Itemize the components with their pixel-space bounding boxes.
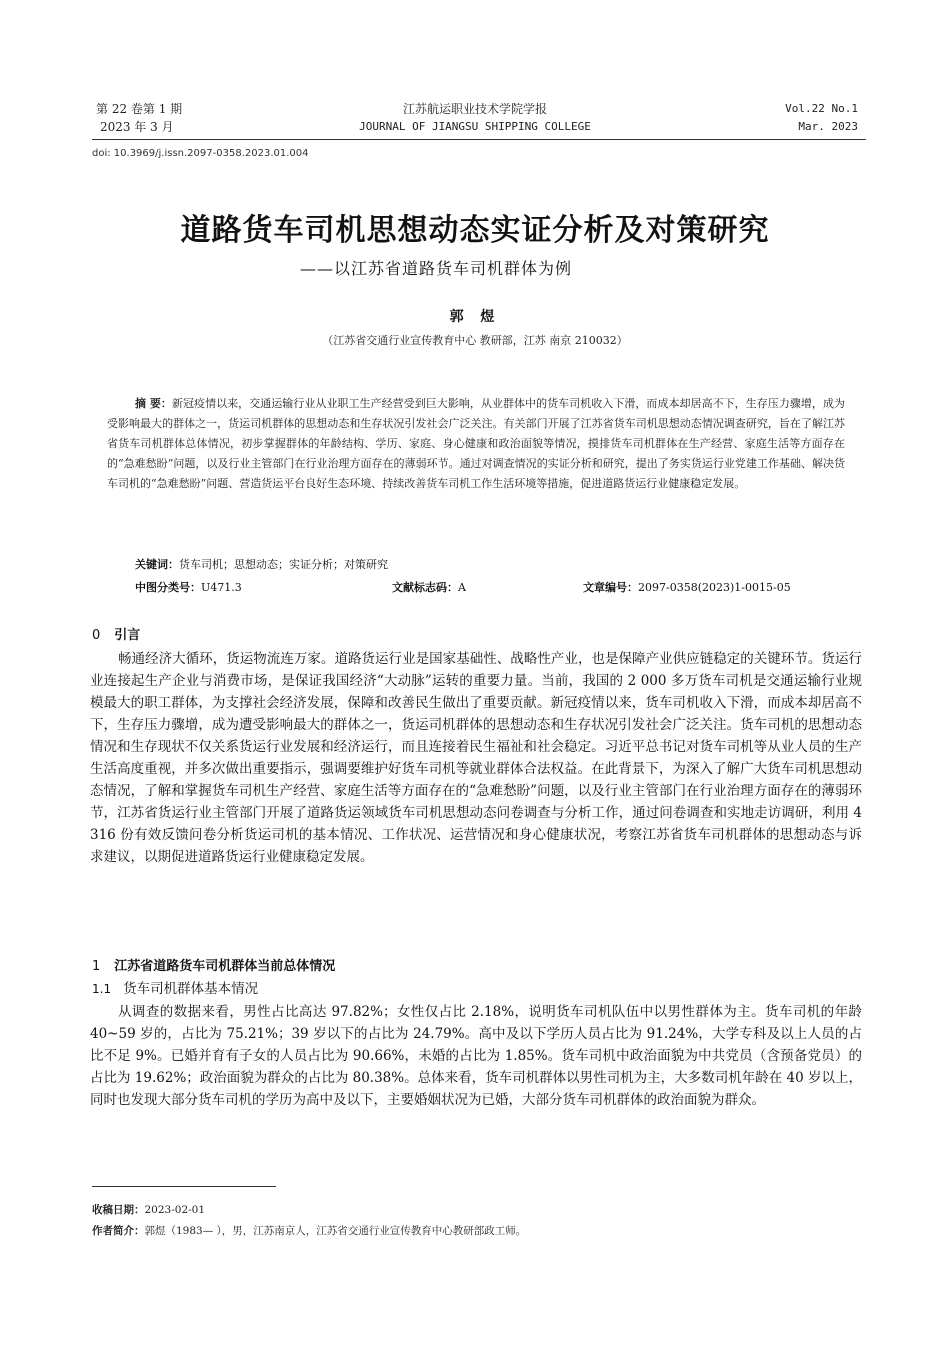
author-bio-value: 郭煜（1983— ），男，江苏南京人，江苏省交通行业宣传教育中心教研部政工师。 — [144, 1225, 527, 1237]
footnote-divider — [92, 1186, 276, 1187]
section-0-paragraph: 畅通经济大循环，货运物流连万家。道路货运行业是国家基础性、战略性产业，也是保障产业供应链稳定的关键环节。货运行业连接起生产企业与消费市场，是保证我国经济“大动脉”运转的重要力量。当前，我国的 2 000 多万货车司机是交通运输行业规模最大的职工群体，为支撑社会经济发展，保障和改善民生做出了重要贡献。新冠疫情以来，货车司机收入下滑，而成本却居高不下，生存压力骤增，成为遭受影响最大的群体之一，货运司机群体的思想动态和生存状况引发社会广泛关注。货车司机的思想动态情况和生存现状不仅关系货运行业发展和经济运行，而且连接着民生福祉和社会稳定。习近平总书记对货车司机等从业人员的生产生活高度重视，并多次做出重要指示，强调要维护好货车司机等就业群体合法权益。在此背景下，为深入了解广大货车司机思想动态情况，了解和掌握货车司机生产经营、家庭生活等方面存在的“急难愁盼”问题，以及行业主管部门在行业治理方面存在的薄弱环节，江苏省货运行业主管部门开展了道路货运领域货车司机思想动态问卷调查与分析工作，通过问卷调查和实地走访调研，利用 4 316 份有效反馈问卷分析货运司机的基本情况、工作状况、运营情况和身心健康状况，考察江苏省货车司机群体的思想动态与诉求建议，以期促进道路货运行业健康稳定发展。 — [90, 651, 862, 865]
abstract — [107, 394, 845, 494]
section-1-1-title: 货车司机群体基本情况 — [123, 981, 259, 997]
document-code-label: 文献标志码： — [392, 581, 458, 594]
author-affiliation: （江苏省交通行业宣传教育中心 教研部，江苏 南京 210032） — [322, 334, 628, 347]
paper-subtitle: ——以江苏省道路货车司机群体为例 — [300, 259, 573, 278]
section-0-title: 引言 — [114, 628, 141, 643]
volume-issue-en: Vol.22 No.1 — [785, 102, 858, 115]
section-1-1-body — [90, 1001, 862, 1111]
section-0-heading — [92, 624, 140, 643]
publish-date-en: Mar. 2023 — [798, 120, 858, 133]
keywords-text: 货车司机；思想动态；实证分析；对策研究 — [179, 558, 388, 571]
section-0-number: 0 — [92, 628, 101, 643]
publish-date: 2023 年 3 月 — [100, 120, 174, 134]
journal-name-en: JOURNAL OF JIANGSU SHIPPING COLLEGE — [359, 120, 591, 133]
section-1-title: 江苏省道路货车司机群体当前总体情况 — [114, 959, 336, 974]
section-1-1-paragraph: 从调查的数据来看，男性占比高达 97.82%；女性仅占比 2.18%，说明货车司机队伍中以男性群体为主。货车司机的年龄 40~59 岁的，占比为 75.21%；39 岁以下的占比为 24.79%。高中及以下学历人员占比为 91.24%，大学专科及以上人员的占比不足 9%。已婚并育有子女的人员占比为 90.66%，未婚的占比为 1.85%。货车司机中政治面貌为中共党员（含预备党员）的占比为 19.62%；政治面貌为群众的占比为 80.38%。总体来看，货车司机群体以男性司机为主，大多数司机年龄在 40 岁以上，同时也发现大部分货车司机的学历为高中及以下，主要婚姻状况为已婚，大部分货车司机群体的政治面貌为群众。 — [90, 1004, 862, 1108]
received-value: 2023-02-01 — [144, 1204, 206, 1216]
doi[interactable]: doi: 10.3969/j.issn.2097-0358.2023.01.004 — [92, 148, 309, 159]
abstract-label: 摘 要： — [135, 397, 172, 410]
document-code-value: A — [458, 581, 466, 594]
classification-value: U471.3 — [201, 581, 242, 594]
document-code — [392, 578, 466, 598]
article-number-value: 2097-0358(2023)1-0015-05 — [638, 581, 791, 594]
section-1-heading — [92, 955, 335, 974]
abstract-text: 新冠疫情以来，交通运输行业从业职工生产经营受到巨大影响，从业群体中的货车司机收入下滑，而成本却居高不下，生存压力骤增，成为受影响最大的群体之一，货运司机群体的思想动态和生存状况引发社会广泛关注。有关部门开展了江苏省货车司机思想动态情况调查研究，旨在了解江苏省货车司机群体总体情况，初步掌握群体的年龄结构、学历、家庭、身心健康和政治面貌等情况，摸排货车司机群体在生产经营、家庭生活等方面存在的“急难愁盼”问题，以及行业主管部门在行业治理方面存在的薄弱环节。通过对调查情况的实证分析和研究，提出了务实货运行业党建工作基础、解决货车司机的“急难愁盼”问题、营造货运平台良好生态环境、持续改善货车司机工作生活环境等措施，促进道路货运行业健康稳定发展。 — [107, 397, 845, 490]
section-1-1-number: 1.1 — [92, 982, 112, 996]
section-0-body — [90, 648, 862, 868]
section-1-1-heading — [92, 977, 258, 997]
section-1-number: 1 — [92, 959, 101, 974]
article-number — [583, 578, 791, 598]
author-bio-label: 作者简介： — [92, 1225, 145, 1237]
paper-title: 道路货车司机思想动态实证分析及对策研究 — [180, 213, 770, 248]
keywords — [135, 555, 388, 575]
journal-volume-en — [785, 100, 858, 136]
author-bio — [92, 1221, 526, 1241]
received-date — [92, 1200, 205, 1220]
received-label: 收稿日期： — [92, 1204, 145, 1216]
classification-label: 中图分类号： — [135, 581, 201, 594]
volume-issue: 第 22 卷第 1 期 — [96, 102, 183, 116]
journal-name-cn: 江苏航运职业技术学院学报 — [402, 102, 547, 116]
keywords-label: 关键词： — [135, 558, 179, 571]
author-name: 郭 煜 — [449, 309, 501, 325]
classification — [135, 578, 242, 598]
article-number-label: 文章编号： — [583, 581, 638, 594]
header-divider — [92, 139, 866, 140]
